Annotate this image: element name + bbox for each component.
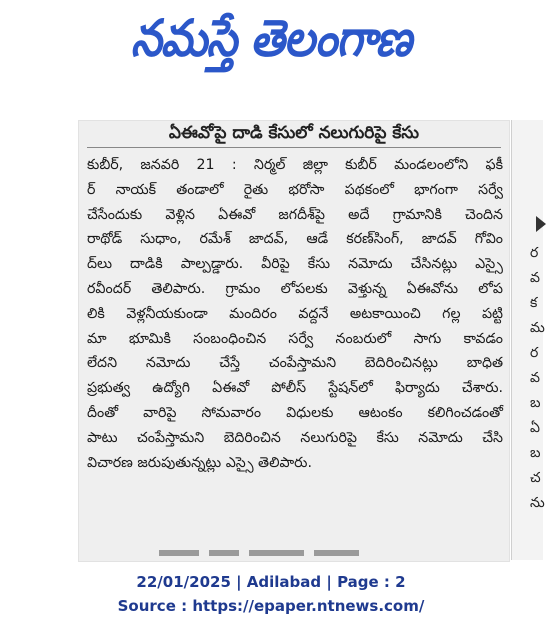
side-char: ను xyxy=(530,495,545,511)
article-headline: ఏఈవోపై దాడి కేసులో నలుగురిపై కేసు xyxy=(168,123,420,143)
side-char: క xyxy=(530,295,538,311)
article-line: రవీందర్ తెలిపారు. గ్రామం లోపలకు వెళ్తున్న ఏఈవోను లోప xyxy=(87,280,503,297)
article-line: ప్రభుత్వ ఉద్యోగి ఏఈవో పోలీస్ స్టేషన్‌లో ఫిర్యాదు చేశారు. xyxy=(87,380,503,397)
side-char: వ xyxy=(530,370,540,386)
article-line: విచారణ జరుపుతున్నట్లు ఎస్సై తెలిపారు. xyxy=(87,454,312,471)
headline-divider xyxy=(87,147,501,148)
article-clipping xyxy=(78,120,510,562)
article-line: చేసేందుకు వెళ్లిన ఏఈవో జగదీశ్‌పై అదే గ్రామానికి చెందిన xyxy=(87,206,503,223)
side-char: వ xyxy=(530,270,540,286)
article-line: ద్‌లు దాడికి పాల్పడ్డారు. వీరిపై కేసు నమోదు చేసినట్లు ఎస్సై xyxy=(87,256,503,273)
cropped-heading-glyphs xyxy=(159,548,419,558)
side-char xyxy=(530,170,543,195)
side-char: చ xyxy=(530,470,541,486)
article-line: కుబీర్, జనవరి 21 : నిర్మల్ జిల్లా కుబీర్ మండలంలోని ఫకీ xyxy=(87,157,503,173)
article-line: మా భూమికి సంబంధించిన సర్వే నంబరులో సాగు కావడం xyxy=(87,330,503,347)
article-line: లేదని నమోదు చేస్తే చంపేస్తామని బెదిరించినట్లు బాధిత xyxy=(87,355,503,372)
article-line: రాథోడ్ సుధాం, రమేశ్ జాదవ్, ఆడే కరణ్‌సింగ్, జాదవ్ గోవిం xyxy=(87,231,503,248)
source-url[interactable]: Source : https://epaper.ntnews.com/ xyxy=(117,597,425,615)
side-char: ర xyxy=(530,245,539,261)
article-line: పాటు చంపేస్తామని బెదిరించిన నలుగురిపై కేసు నమోదు చేసి xyxy=(87,429,503,446)
masthead-title: నమస్తే తెలంగాణ xyxy=(130,9,412,68)
triangle-marker-icon xyxy=(536,216,546,232)
side-char: ర xyxy=(530,345,539,361)
article-body xyxy=(87,153,503,475)
side-char: ఏ xyxy=(530,420,540,436)
side-char: మ xyxy=(530,320,545,336)
article-line: లికి వెళ్లనీయకుండా మందిరం వద్దనే అటకాయించి గల్ల పట్టి xyxy=(87,305,503,322)
side-char xyxy=(530,145,543,170)
newspaper-masthead xyxy=(0,0,542,90)
edition-info: 22/01/2025 | Adilabad | Page : 2 xyxy=(136,573,406,591)
source-footer xyxy=(0,570,542,618)
article-line: దీంతో వారిపై సోమవారం విధులకు ఆటంకం కలిగించడంతో xyxy=(87,404,503,421)
side-char xyxy=(530,120,543,145)
side-char: బ xyxy=(530,395,541,411)
side-char: బ xyxy=(530,445,541,461)
next-article-heading-fragment xyxy=(159,547,419,557)
adjacent-article-column xyxy=(511,120,543,560)
article-line: ర్ నాయక్ తండాలో రైతు భరోసా పథకంలో భాగంగా సర్వే xyxy=(87,181,503,198)
